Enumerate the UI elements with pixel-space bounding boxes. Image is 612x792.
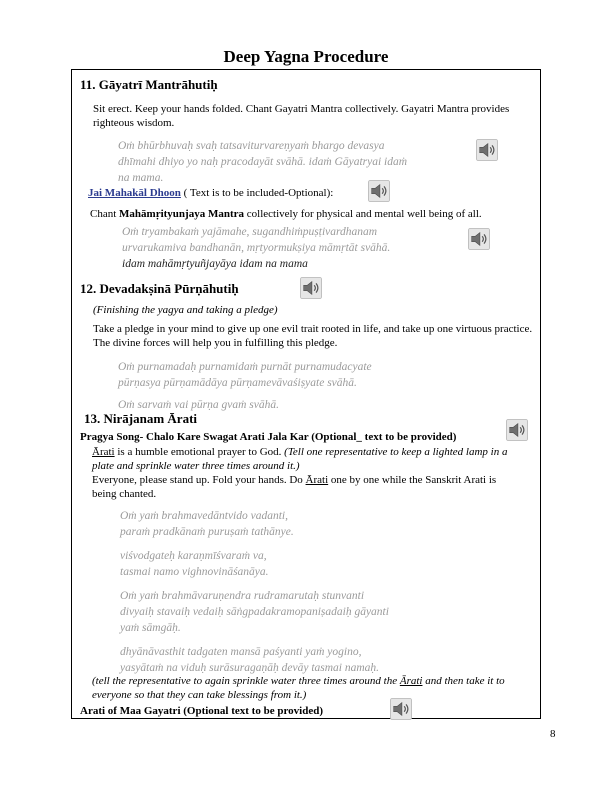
mantra-line: pūrṇasya pūrṇamādāya pūrṇamevāvaśiṣyate svāhā.: [118, 377, 357, 389]
instruction-suffix: one by one while the Sanskrit Arati is being chanted.: [92, 474, 497, 500]
mahamrityunjaya-label: Mahāmṛityunjaya Mantra: [119, 208, 244, 220]
mantra-line: Oṁ tryambakaṁ yajāmahe, sugandhiṁpuṣṭivardhanam: [122, 226, 378, 238]
purnahuti-mantra: [118, 359, 372, 413]
mantra-line: tasmai namo vighnovināśanāya.: [120, 566, 269, 578]
section-11-heading: 11. Gāyatrī Mantrāhutiḥ: [80, 77, 218, 92]
arati-mantra: [120, 508, 389, 676]
chant-prefix: Chant: [90, 208, 120, 220]
speaker-icon[interactable]: [476, 139, 498, 161]
mantra-line: divyaiḥ stavaiḥ vedaiḥ sāṅgpadakramopaniṣadaiḥ gāyanti: [120, 606, 389, 618]
page-number: 8: [550, 728, 556, 740]
mantra-line: yasyātaṁ na viduḥ surāsuragaṇāḥ devāy tasmai namaḥ.: [120, 662, 380, 674]
dhoon-line: [88, 187, 333, 201]
dhoon-link[interactable]: Jai Mahakāl Dhoon: [88, 187, 181, 199]
mantra-line: Oṁ sarvaṁ vai pūrṇa gvaṁ svāhā.: [118, 399, 279, 411]
closing-note-part: and then take it to everyone so that they can take blessings from it.): [92, 675, 505, 701]
speaker-icon[interactable]: [300, 277, 322, 299]
arati-word: Ārati: [305, 474, 329, 486]
mahamrityunjaya-mantra: [122, 224, 390, 272]
arati-instruction: [92, 474, 512, 501]
speaker-icon[interactable]: [390, 698, 412, 720]
speaker-icon[interactable]: [468, 228, 490, 250]
mantra-line: Oṁ yaṁ brahmavedāntvido vadanti,: [120, 510, 288, 522]
mantra-line: dhyānāvasthit tadgaten mansā paśyanti yaṁ yogino,: [120, 646, 362, 658]
section-12-note: (Finishing the yagya and taking a pledge): [93, 304, 278, 316]
section-12-heading: 12. Devadakṣinā Pūrṇāhutiḥ: [80, 281, 239, 296]
page-title: Deep Yagna Procedure: [223, 47, 389, 66]
pragya-song-line: Pragya Song- Chalo Kare Swagat Arati Jala Kar (Optional_ text to be provided): [80, 431, 457, 443]
chant-line: [90, 208, 482, 222]
instruction-prefix: Everyone, please stand up. Fold your hands. Do: [92, 474, 306, 486]
mantra-line: paraṁ pradkānaṁ puruṣaṁ tathānye.: [120, 526, 294, 538]
speaker-icon[interactable]: [368, 180, 390, 202]
section-11-instruction: Sit erect. Keep your hands folded. Chant Gayatri Mantra collectively. Gayatri Mantra provides righteous wisdom.: [93, 103, 510, 129]
mantra-line: yaṁ sāmgāḥ.: [120, 622, 181, 634]
mantra-line: dhīmahi dhiyo yo naḥ pracodayāt svāhā. idaṁ Gāyatryai idaṁ: [118, 156, 408, 168]
mantra-line: Oṁ yaṁ brahmāvaruṇendra rudramarutaḥ stunvanti: [120, 590, 365, 602]
arati-description: [92, 446, 532, 473]
mantra-line: Oṁ bhūrbhuvaḥ svaḥ tatsaviturvareṇyaṁ bhargo devasya: [118, 140, 385, 152]
gayatri-mantra: [118, 138, 407, 186]
mantra-line: urvarukamiva bandhanān, mṛtyormukṣiya māmṛtāt svāhā.: [122, 242, 391, 254]
closing-note: [92, 675, 532, 702]
arati-note: (Tell one representative to keep a lighted lamp in a plate and sprinkle water three times around it.): [92, 446, 508, 472]
mantra-line: na mama.: [118, 172, 164, 184]
arati-desc: is a humble emotional prayer to God.: [114, 446, 285, 458]
maa-gayatri-arati-line: Arati of Maa Gayatri (Optional text to be provided): [80, 705, 323, 717]
mantra-line: Oṁ purnamadaḥ purnamidaṁ purnāt purnamudacyate: [118, 361, 372, 373]
section-13-heading: 13. Nirājanam Ārati: [84, 411, 198, 426]
closing-note-part: (tell the representative to again sprinkle water three times around the: [92, 675, 400, 687]
dhoon-note: ( Text is to be included-Optional):: [180, 187, 334, 199]
mantra-line: viśvodgateḥ karaṇmīśvaraṁ va,: [120, 550, 267, 562]
arati-word: Ārati: [399, 675, 423, 687]
mantra-line: idam mahāmṛtyuñjayāya idam na mama: [122, 258, 308, 270]
speaker-icon[interactable]: [506, 419, 528, 441]
arati-word: Ārati: [92, 446, 115, 458]
chant-suffix: collectively for physical and mental well being of all.: [244, 208, 482, 220]
section-12-instruction: Take a pledge in your mind to give up one evil trait rooted in life, and take up one virtuous practice. The divine forces will help you in fulfilling this pledge.: [93, 323, 533, 349]
